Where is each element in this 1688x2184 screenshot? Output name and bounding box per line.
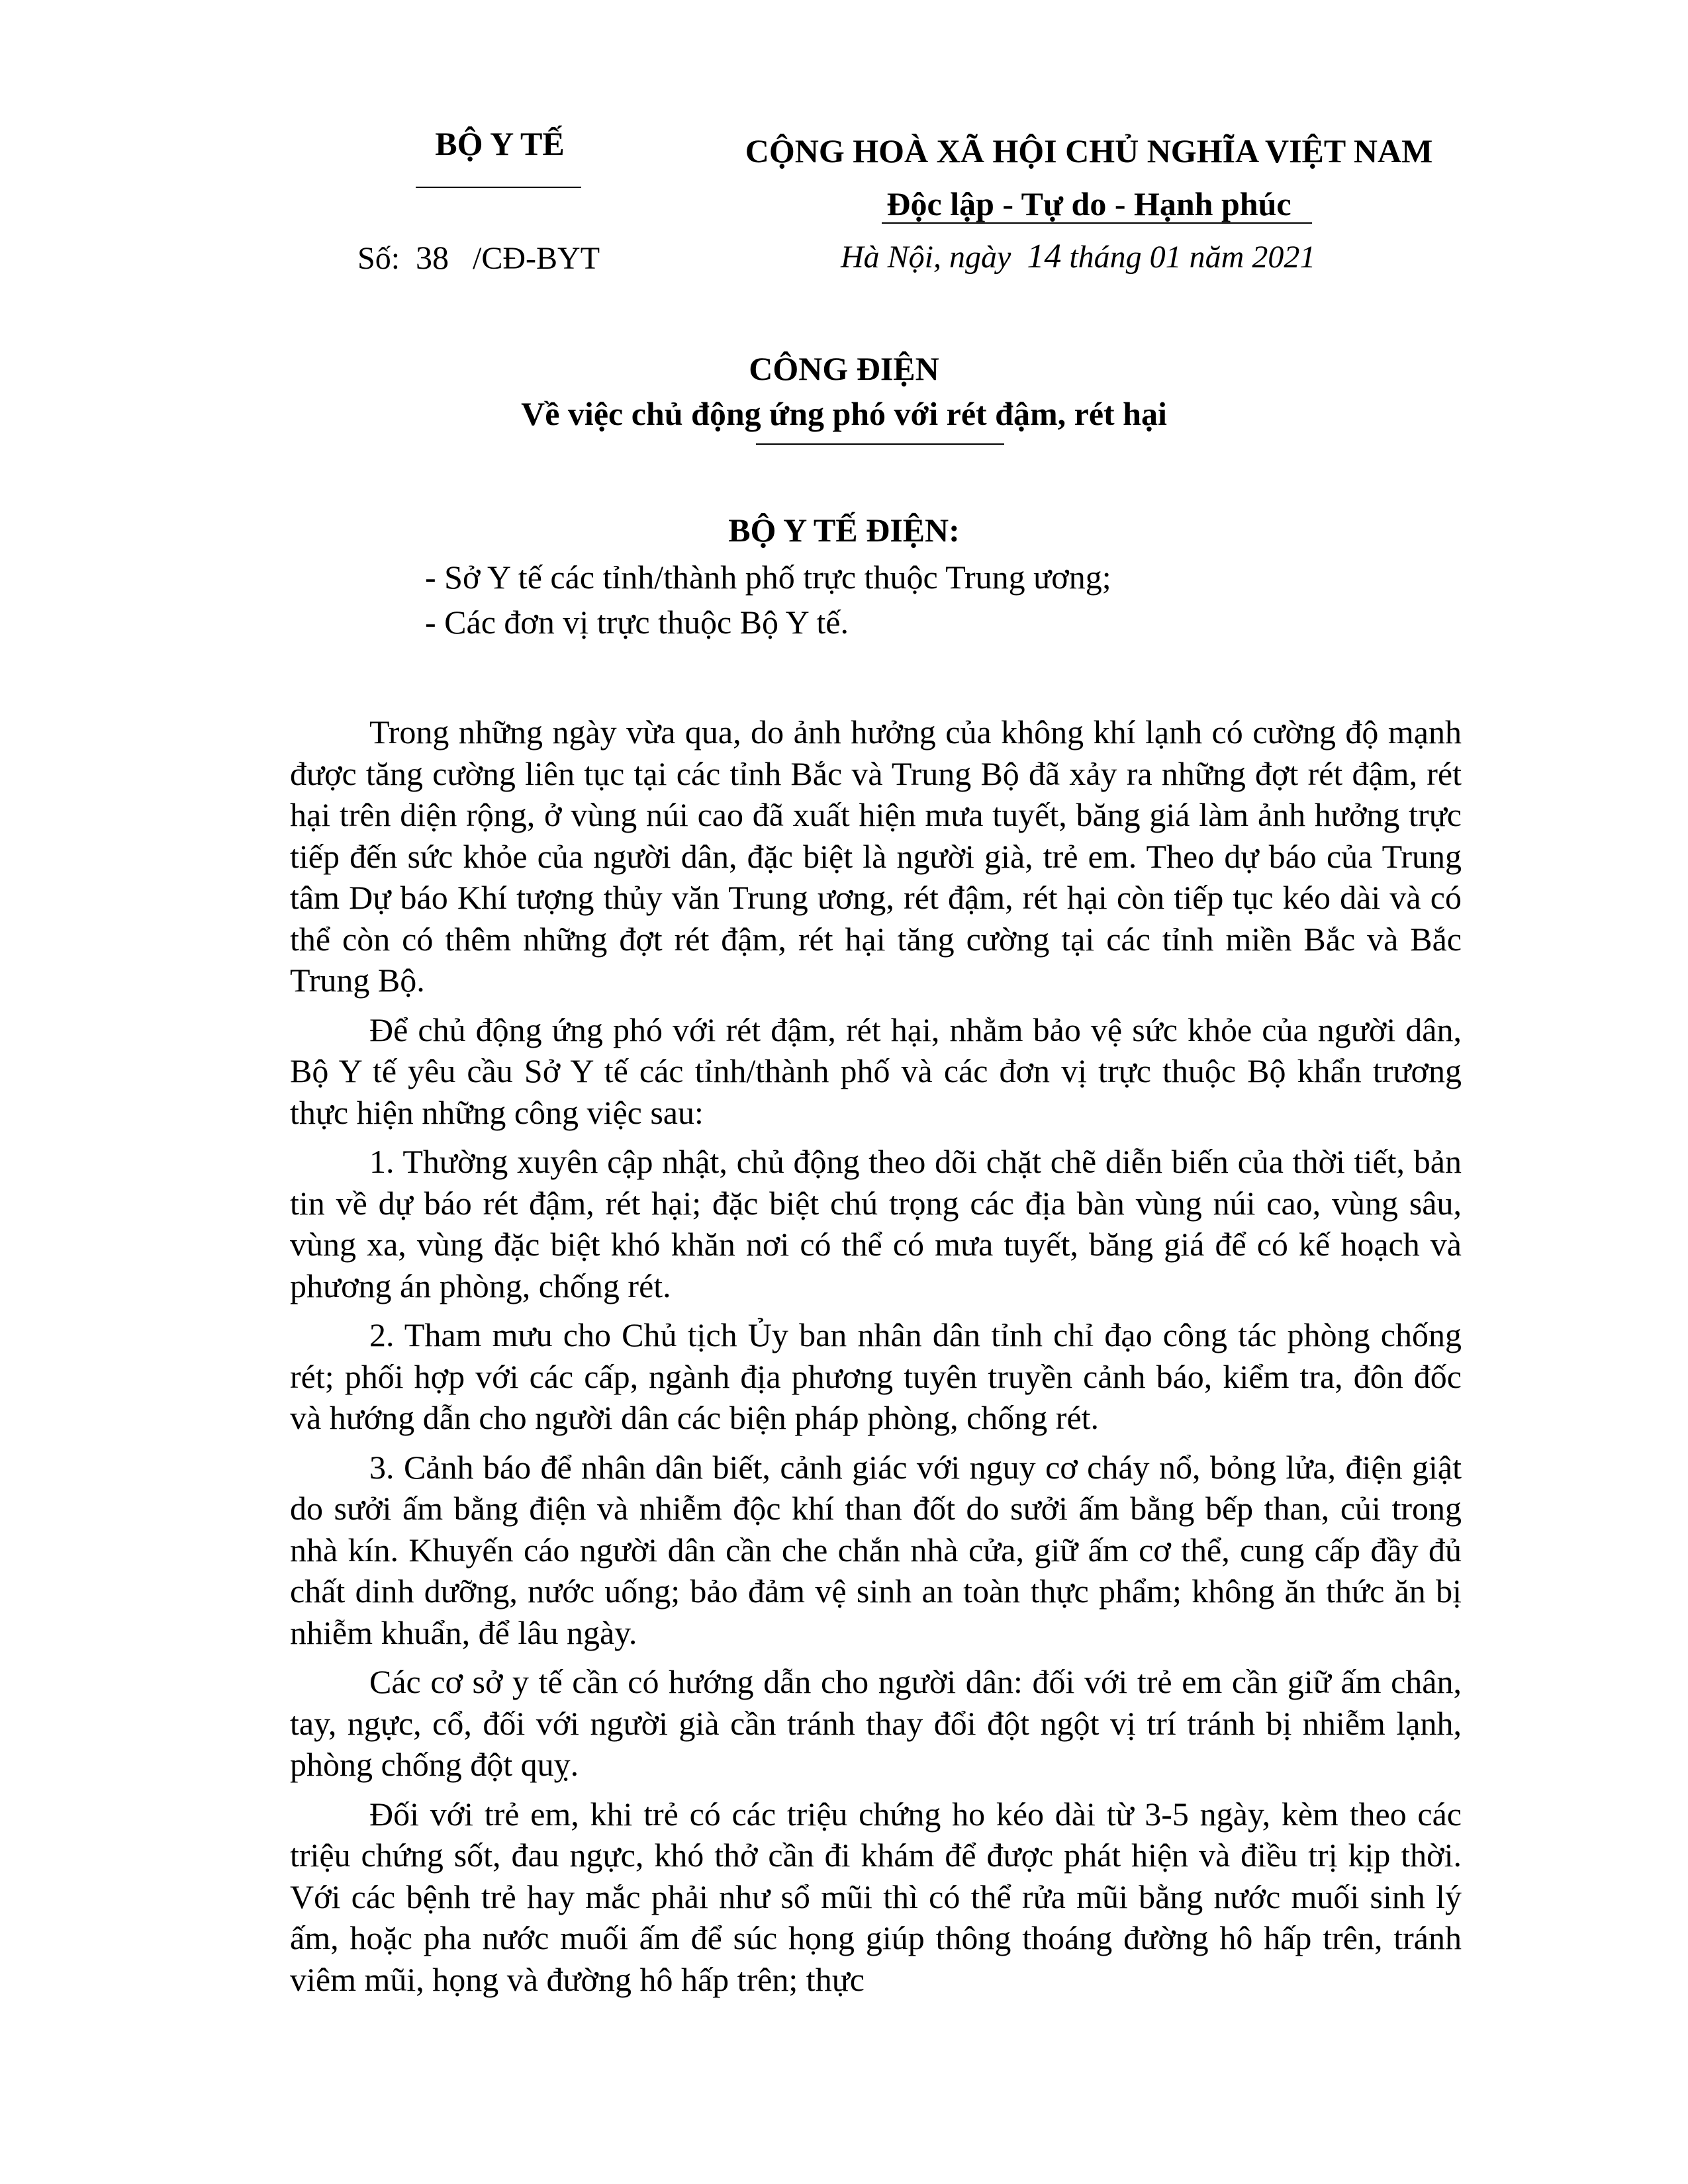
recipient-list [425,555,1111,645]
issuing-agency: BỘ Y TẾ [435,125,565,162]
body-paragraph: Để chủ động ứng phó với rét đậm, rét hại, nhằm bảo vệ sức khỏe của người dân, Bộ Y tế yêu cầu Sở Y tế các tỉnh/thành phố và các đơn vị trực thuộc Bộ khẩn trương thực hiện những công việc sau: [290,1011,1462,1131]
date-prefix: Hà Nội, ngày [841,240,1011,275]
document-title: CÔNG ĐIỆN [749,350,939,387]
subject-underline [756,443,1004,445]
document-subject: Về việc chủ động ứng phó với rét đậm, rét hại [521,395,1167,432]
recipient-item: - Các đơn vị trực thuộc Bộ Y tế. [425,604,849,641]
recipient-item: - Sở Y tế các tỉnh/thành phố trực thuộc Trung ương; [425,559,1111,596]
nation-motto: Độc lập - Tự do - Hạnh phúc [886,185,1291,222]
agency-underline [416,187,581,188]
national-header [682,124,1496,230]
document-body [290,711,1462,2008]
body-paragraph: 1. Thường xuyên cập nhật, chủ động theo dõi chặt chẽ diễn biến của thời tiết, bản tin về dự báo rét đậm, rét hại; đặc biệt chú trọng các địa bàn vùng núi cao, vùng sâu, vùng xa, vùng đặc biệt khó khăn nơi có thể có mưa tuyết, băng giá để có kế hoạch và phương án phòng, chống rét. [290,1143,1462,1304]
body-paragraph: Đối với trẻ em, khi trẻ có các triệu chứng ho kéo dài từ 3-5 ngày, kèm theo các triệu chứng sốt, đau ngực, khó thở cần đi khám để được phát hiện và điều trị kịp thời. Với các bệnh trẻ hay mắc phải như sổ mũi thì có thể rửa mũi bằng nước muối sinh lý ấm, hoặc pha nước muối ấm để súc họng giúp thông thoáng đường hô hấp trên, tránh viêm mũi, họng và đường hô hấp trên; thực [290,1795,1462,1998]
body-paragraph: Trong những ngày vừa qua, do ảnh hưởng của không khí lạnh có cường độ mạnh được tăng cường liên tục tại các tỉnh Bắc và Trung Bộ đã xảy ra những đợt rét đậm, rét hại trên diện rộng, ở vùng núi cao đã xuất hiện mưa tuyết, băng giá làm ảnh hưởng trực tiếp đến sức khỏe của người dân, đặc biệt là người già, trẻ em. Theo dự báo của Trung tâm Dự báo Khí tượng thủy văn Trung ương, rét đậm, rét hại còn tiếp tục kéo dài và có thể còn có thêm những đợt rét đậm, rét hại tăng cường tại các tỉnh miền Bắc và Bắc Trung Bộ. [290,713,1462,999]
sender-line: BỘ Y TẾ ĐIỆN: [728,512,960,549]
body-paragraph: Các cơ sở y tế cần có hướng dẫn cho người dân: đối với trẻ em cần giữ ấm chân, tay, ngực, cổ, đối với người già cần tránh thay đổi đột ngột vị trí tránh bị nhiễm lạnh, phòng chống đột quỵ. [290,1663,1462,1783]
motto-underline [882,222,1312,224]
document-number [357,238,600,277]
doc-number-suffix: /CĐ-BYT [473,241,600,276]
date-suffix: tháng 01 năm 2021 [1069,240,1316,275]
doc-number-prefix: Số: [357,241,400,276]
date-day: 14 [1027,238,1062,275]
body-paragraph: 2. Tham mưu cho Chủ tịch Ủy ban nhân dân tỉnh chỉ đạo công tác phòng chống rét; phối hợp với các cấp, ngành địa phương tuyên truyền cảnh báo, kiểm tra, đôn đốc và hướng dẫn cho người dân các biện pháp phòng, chống rét. [290,1316,1462,1436]
nation-name: CỘNG HOÀ XÃ HỘI CHỦ NGHĨA VIỆT NAM [745,132,1433,169]
place-date [841,237,1315,276]
body-paragraph: 3. Cảnh báo để nhân dân biết, cảnh giác với nguy cơ cháy nổ, bỏng lửa, điện giật do sưởi ấm bằng điện và nhiễm độc khí than đốt do sưởi ấm bằng bếp than, củi trong nhà kín. Khuyến cáo người dân cần che chắn nhà cửa, giữ ấm cơ thể, cung cấp đầy đủ chất dinh dưỡng, nước uống; bảo đảm vệ sinh an toàn thực phẩm; không ăn thức ăn bị nhiễm khuẩn, để lâu ngày. [290,1448,1462,1651]
doc-number-value: 38 [416,239,449,276]
